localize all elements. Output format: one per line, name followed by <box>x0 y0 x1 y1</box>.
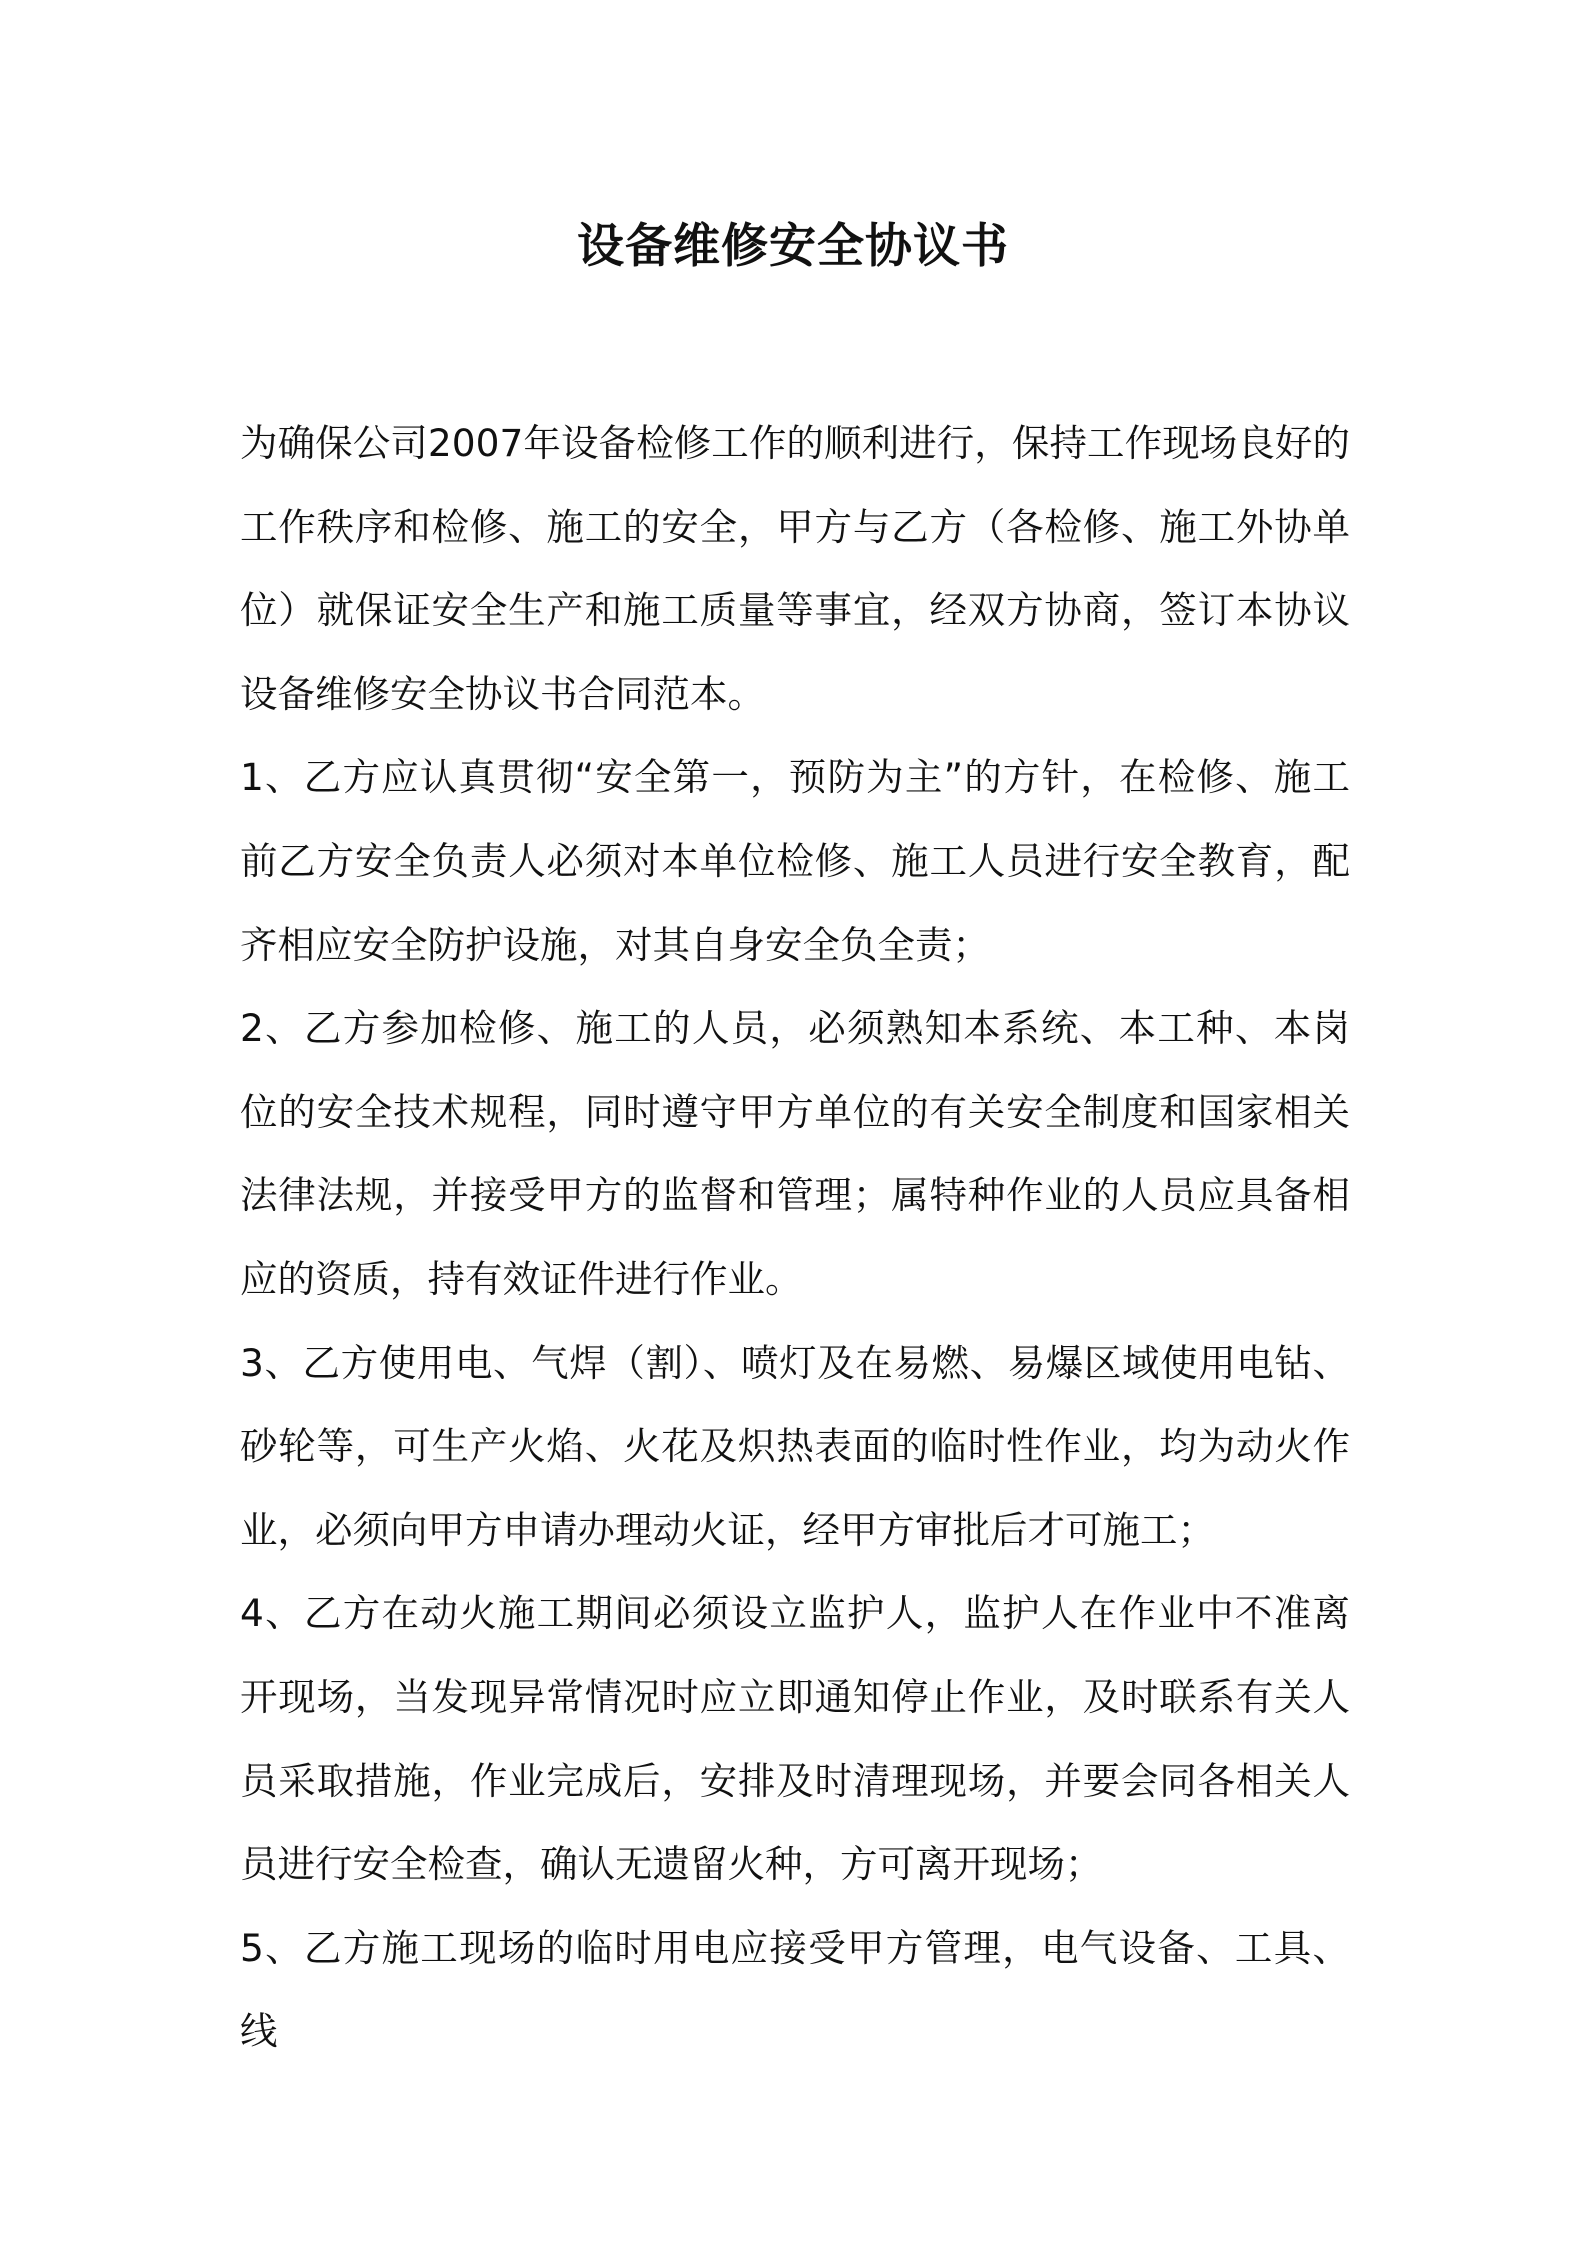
clause-2: 2、乙方参加检修、施工的人员，必须熟知本系统、本工种、本岗位的安全技术规程，同时遵守甲方单位的有关安全制度和国家相关法律法规，并接受甲方的监督和管理；属特种作业的人员应具备相应的资质，持有效证件进行作业。 <box>240 1006 1350 1301</box>
clause-3: 3、乙方使用电、气焊（割）、喷灯及在易燃、易爆区域使用电钻、砂轮等，可生产火焰、火花及炽热表面的临时性作业，均为动火作业，必须向甲方申请办理动火证，经甲方审批后才可施工； <box>240 1340 1350 1552</box>
document-body <box>240 402 1350 2074</box>
intro-paragraph: 为确保公司2007年设备检修工作的顺利进行，保持工作现场良好的工作秩序和检修、施工的安全，甲方与乙方（各检修、施工外协单位）就保证安全生产和施工质量等事宜，经双方协商，签订本协议设备维修安全协议书合同范本。 <box>240 421 1350 716</box>
clause-5: 5、乙方施工现场的临时用电应接受甲方管理，电气设备、工具、线 <box>240 1925 1350 2054</box>
document-title: 设备维修安全协议书 <box>577 219 1009 274</box>
clause-1: 1、乙方应认真贯彻“安全第一，预防为主”的方针，在检修、施工前乙方安全负责人必须对本单位检修、施工人员进行安全教育，配齐相应安全防护设施，对其自身安全负全责； <box>240 755 1350 967</box>
clause-4: 4、乙方在动火施工期间必须设立监护人，监护人在作业中不准离开现场，当发现异常情况时应立即通知停止作业，及时联系有关人员采取措施，作业完成后，安排及时清理现场，并要会同各相关人员进行安全检查，确认无遗留火种，方可离开现场； <box>240 1591 1350 1887</box>
